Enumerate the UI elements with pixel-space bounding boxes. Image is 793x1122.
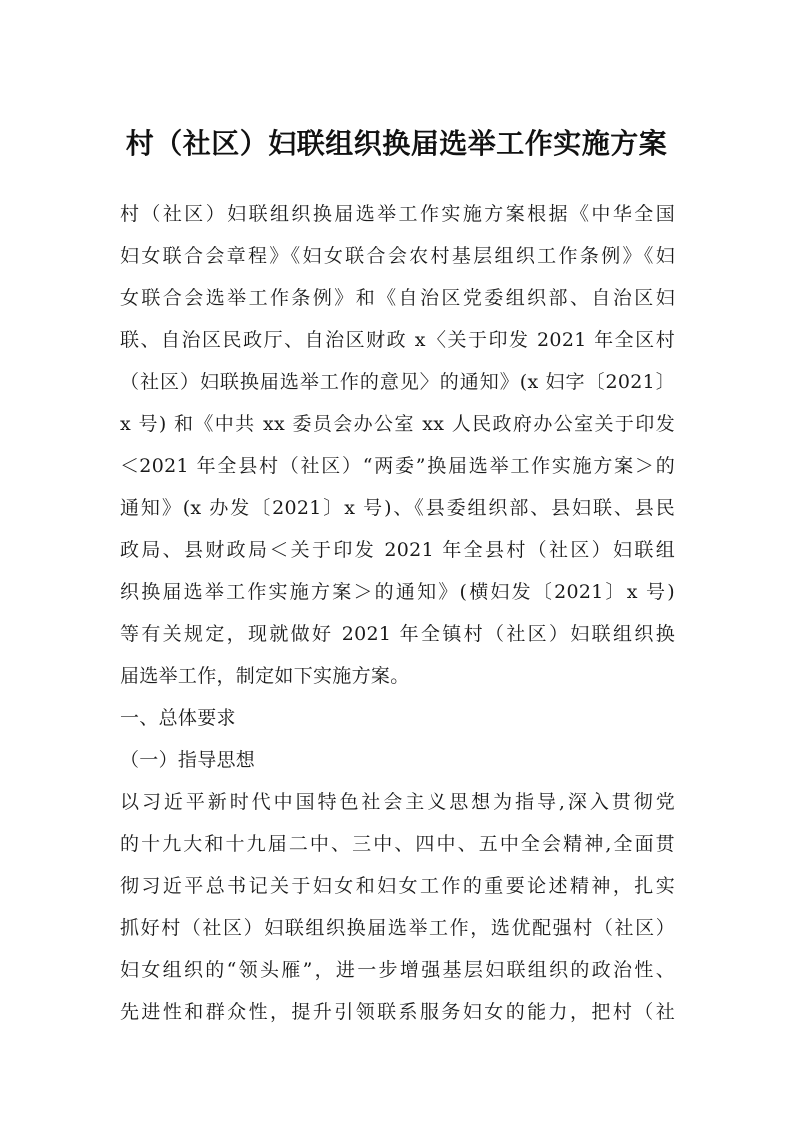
document-title: 村（社区）妇联组织换届选举工作实施方案 xyxy=(125,127,668,160)
body-line: 通知》(x 办发〔2021〕x 号)、《县委组织部、县妇联、县民 xyxy=(120,497,675,519)
body-line: 彻习近平总书记关于妇女和妇女工作的重要论述精神，扎实 xyxy=(120,875,675,897)
body-line: 等有关规定，现就做好 2021 年全镇村（社区）妇联组织换 xyxy=(120,623,675,645)
body-line: （社区）妇联换届选举工作的意见〉的通知》(x 妇字〔2021〕 xyxy=(120,371,675,393)
section-heading: 一、总体要求 xyxy=(120,707,236,729)
body-line: 女联合会选举工作条例》和《自治区党委组织部、自治区妇 xyxy=(120,287,675,309)
body-line: ＜2021 年全县村（社区）“两委”换届选举工作实施方案＞的 xyxy=(120,455,675,477)
body-line: 届选举工作，制定如下实施方案。 xyxy=(120,665,410,687)
body-line: 妇女联合会章程》《妇女联合会农村基层组织工作条例》《妇 xyxy=(120,245,675,267)
body-line: 织换届选举工作实施方案＞的通知》(横妇发〔2021〕x 号) xyxy=(120,581,675,603)
body-line: x 号) 和《中共 xx 委员会办公室 xx 人民政府办公室关于印发 xyxy=(120,413,675,435)
body-line: 先进性和群众性，提升引领联系服务妇女的能力，把村（社 xyxy=(120,1001,675,1023)
body-line: 联、自治区民政厅、自治区财政 x〈关于印发 2021 年全区村 xyxy=(120,329,675,351)
document-body xyxy=(120,193,675,1033)
body-line: 抓好村（社区）妇联组织换届选举工作，选优配强村（社区） xyxy=(120,917,675,939)
subsection-heading: （一）指导思想 xyxy=(120,749,256,771)
body-line: 妇女组织的“领头雁”，进一步增强基层妇联组织的政治性、 xyxy=(120,959,675,981)
body-line: 的十九大和十九届二中、三中、四中、五中全会精神,全面贯 xyxy=(120,833,675,855)
body-line: 政局、县财政局＜关于印发 2021 年全县村（社区）妇联组 xyxy=(120,539,675,561)
body-line: 以习近平新时代中国特色社会主义思想为指导,深入贯彻党 xyxy=(120,791,675,813)
body-line: 村（社区）妇联组织换届选举工作实施方案根据《中华全国 xyxy=(120,203,675,225)
